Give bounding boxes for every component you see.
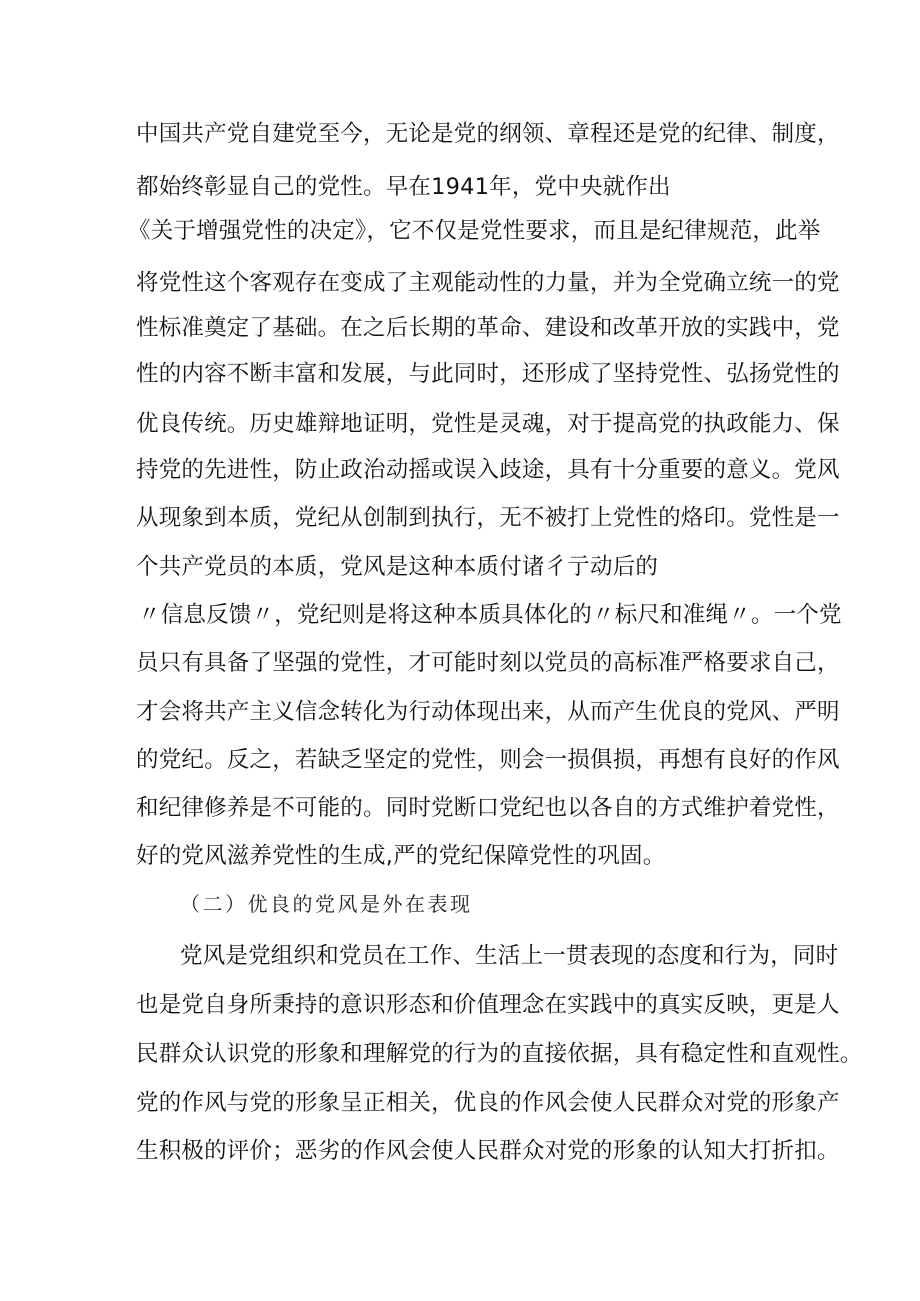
paragraph-1-line-14: 的党纪。反之，若缺乏坚定的党性，则会一损俱损，再想有良好的作风 [136,747,840,773]
paragraph-1-line-3: 《关于增强党性的决定》，它不仅是党性要求，而且是纪律规范，此举 [128,218,821,244]
paragraph-1-line-9: 从现象到本质，党纪从创制到执行，无不被打上党性的烙印。党性是一 [136,505,840,531]
paragraph-1-line-11: 〃信息反馈〃，党纪则是将这种本质具体化的〃标尺和准绳〃。一个党 [138,602,842,628]
paragraph-2-line-4: 党的作风与党的形象呈正相关，优良的作风会使人民群众对党的形象产 [136,1090,840,1116]
paragraph-1-line-1: 中国共产党自建党至今，无论是党的纲领、章程还是党的纪律、制度， [136,121,840,147]
paragraph-1-line-4: 将党性这个客观存在变成了主观能动性的力量，并为全党确立统一的党 [136,270,840,296]
paragraph-2-line-2: 也是党自身所秉持的意识形态和价值理念在实践中的真实反映，更是人 [136,992,840,1018]
paragraph-1-line-6: 性的内容不断丰富和发展，与此同时，还形成了坚持党性、弘扬党性的 [136,361,840,387]
paragraph-2-line-1: 党风是党组织和党员在工作、生活上一贯表现的态度和行为，同时 [180,943,839,969]
paragraph-1-line-5: 性标准奠定了基础。在之后长期的革命、建设和改革开放的实践中，党 [136,315,840,341]
paragraph-2-line-3: 民群众认识党的形象和理解党的行为的直接依据，具有稳定性和直观性。 [136,1041,863,1067]
paragraph-1-line-12: 员只有具备了坚强的党性，才可能时刻以党员的高标准严格要求自己， [136,650,840,676]
section-heading: （二）优良的党风是外在表现 [180,892,473,916]
paragraph-1-line-15: 和纪律修养是不可能的。同时党断口党纪也以各自的方式维护着党性， [136,795,840,821]
paragraph-1-line-7: 优良传统。历史雄辩地证明，党性是灵魂，对于提高党的执政能力、保 [136,411,840,437]
paragraph-1-line-10: 个共产党员的本质，党风是这种本质付诸彳亍动后的 [136,554,659,580]
paragraph-1-line-2: 都始终彰显自己的党性。早在1941年，党中央就作出 [136,174,671,200]
paragraph-1-line-13: 才会将共产主义信念转化为行动体现出来，从而产生优良的党风、严明 [136,699,840,725]
paragraph-2-line-5: 生积极的评价；恶劣的作风会使人民群众对党的形象的认知大打折扣。 [136,1138,840,1164]
paragraph-1-line-8: 持党的先进性，防止政治动摇或误入歧途，具有十分重要的意义。党风 [136,457,840,483]
paragraph-1-line-16: 好的党风滋养党性的生成,严的党纪保障党性的巩固。 [136,843,666,869]
